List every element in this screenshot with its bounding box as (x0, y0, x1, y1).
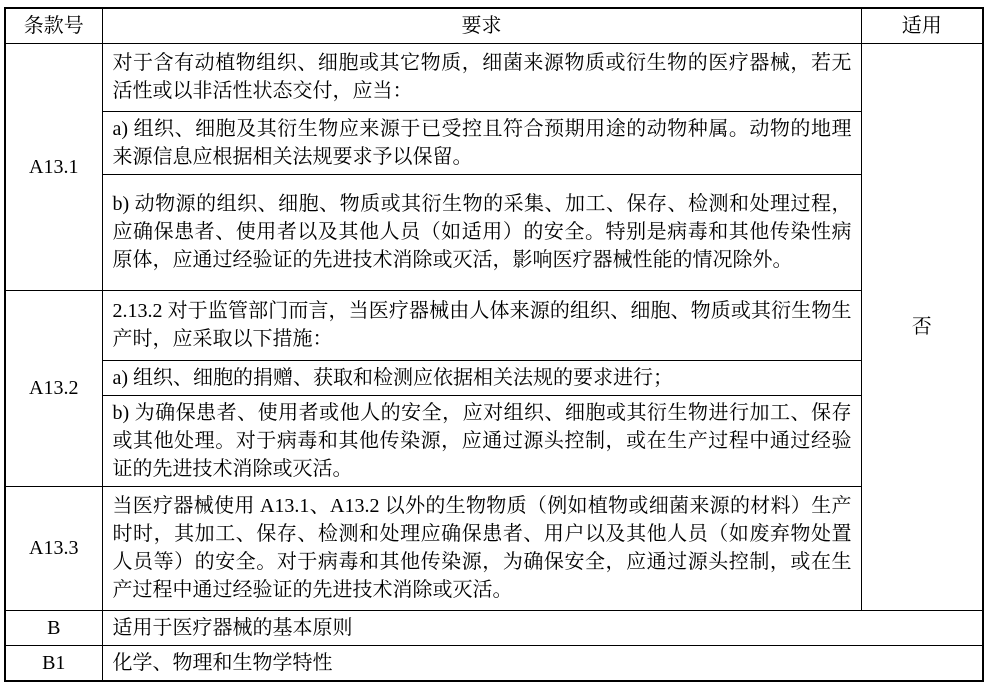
clause-b1: B1 (5, 645, 102, 681)
header-clause-number: 条款号 (5, 8, 102, 43)
header-applicable: 适用 (861, 8, 983, 43)
requirements-table (4, 7, 984, 682)
table-row (5, 486, 983, 610)
table-row (5, 174, 983, 290)
table-row (5, 395, 983, 486)
table-row (5, 610, 983, 645)
clause-b: B (5, 610, 102, 645)
header-requirement: 要求 (102, 8, 861, 43)
clause-a13-3: A13.3 (5, 486, 102, 610)
requirement-a13-3: 当医疗器械使用 A13.1、A13.2 以外的生物物质（例如植物或细菌来源的材料）生产时时，其加工、保存、检测和处理应确保患者、用户以及其他人员（如废弃物处置人员等）的安全。对于病毒和其他传染源，为确保安全，应通过源头控制，或在生产过程中通过经验证的先进技术消除或灭活。 (102, 486, 861, 610)
requirement-a13-2-item-b: b) 为确保患者、使用者或他人的安全，应对组织、细胞或其衍生物进行加工、保存或其他处理。对于病毒和其他传染源，应通过源头控制，或在生产过程中通过经验证的先进技术消除或灭活。 (102, 395, 861, 486)
requirement-b1: 化学、物理和生物学特性 (102, 645, 983, 681)
table-header-row (5, 8, 983, 43)
requirement-a13-1-item-a: a) 组织、细胞及其衍生物应来源于已受控且符合预期用途的动物种属。动物的地理来源信息应根据相关法规要求予以保留。 (102, 111, 861, 174)
clause-a13-2: A13.2 (5, 290, 102, 486)
requirement-a13-2-intro: 2.13.2 对于监管部门而言，当医疗器械由人体来源的组织、细胞、物质或其衍生物生产时，应采取以下措施： (102, 290, 861, 360)
requirement-b: 适用于医疗器械的基本原则 (102, 610, 983, 645)
table-row (5, 360, 983, 395)
table-row (5, 290, 983, 360)
table-row (5, 111, 983, 174)
applicable-value-cell: 否 (861, 43, 983, 610)
requirement-a13-1-item-b: b) 动物源的组织、细胞、物质或其衍生物的采集、加工、保存、检测和处理过程，应确保患者、使用者以及其他人员（如适用）的安全。特别是病毒和其他传染性病原体，应通过经验证的先进技术消除或灭活，影响医疗器械性能的情况除外。 (102, 174, 861, 290)
requirement-a13-2-item-a: a) 组织、细胞的捐赠、获取和检测应依据相关法规的要求进行； (102, 360, 861, 395)
requirement-a13-1-intro: 对于含有动植物组织、细胞或其它物质，细菌来源物质或衍生物的医疗器械，若无活性或以非活性状态交付，应当： (102, 43, 861, 111)
clause-a13-1: A13.1 (5, 43, 102, 290)
table-row (5, 645, 983, 681)
table-row (5, 43, 983, 111)
